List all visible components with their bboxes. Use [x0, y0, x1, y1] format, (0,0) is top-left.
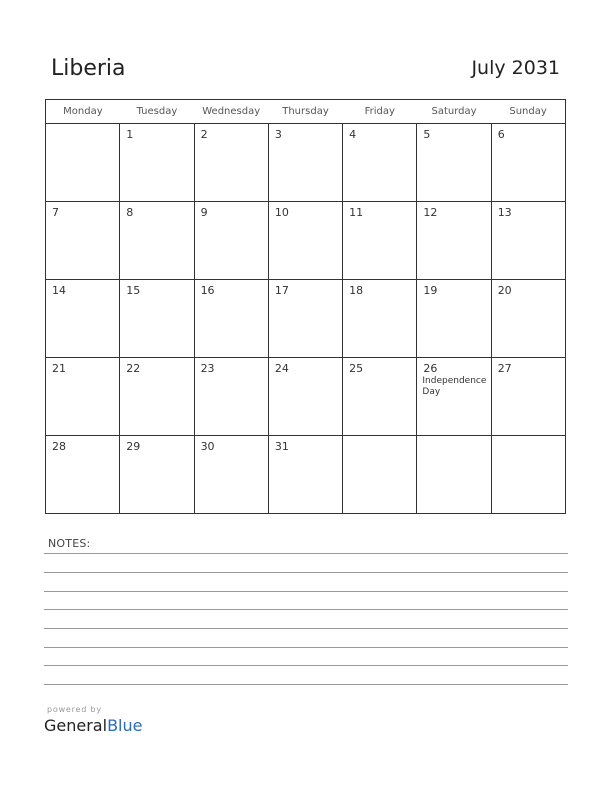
- weekday-header: Friday: [343, 100, 417, 124]
- note-line: [44, 609, 568, 610]
- week-row: [46, 202, 566, 280]
- day-number: 16: [200, 284, 215, 297]
- day-number: 10: [274, 206, 289, 219]
- weekday-header-row: [46, 100, 566, 124]
- day-number: 8: [126, 206, 134, 219]
- week-row: [46, 358, 566, 436]
- day-number: 24: [274, 362, 289, 375]
- day-number: 23: [200, 362, 215, 375]
- day-cell: [46, 202, 120, 280]
- notes-label: NOTES:: [48, 537, 91, 550]
- day-cell: [491, 436, 565, 514]
- day-number: 13: [497, 206, 512, 219]
- brand-logo-general: General: [44, 716, 108, 735]
- day-cell: [491, 124, 565, 202]
- day-number: 30: [200, 440, 215, 453]
- day-number: 31: [274, 440, 289, 453]
- week-row: [46, 280, 566, 358]
- day-number: 3: [274, 128, 282, 141]
- day-cell: [343, 124, 417, 202]
- day-cell: [46, 280, 120, 358]
- day-cell: [46, 358, 120, 436]
- day-cell: [343, 202, 417, 280]
- day-number: 15: [126, 284, 141, 297]
- day-number: 4: [349, 128, 357, 141]
- note-line: [44, 572, 568, 573]
- day-number: 2: [200, 128, 208, 141]
- day-number: 12: [423, 206, 438, 219]
- note-line: [44, 553, 568, 554]
- weekday-header: Wednesday: [194, 100, 268, 124]
- day-number: 28: [52, 440, 66, 453]
- day-number: 5: [423, 128, 431, 141]
- day-cell: [194, 358, 268, 436]
- day-cell: [194, 280, 268, 358]
- day-cell: [268, 202, 342, 280]
- note-line: [44, 665, 568, 666]
- calendar-grid: [45, 99, 566, 514]
- day-cell: [46, 436, 120, 514]
- day-cell: [417, 124, 491, 202]
- day-cell: [417, 202, 491, 280]
- holiday-label: Independence Day: [422, 376, 487, 397]
- day-number: 11: [349, 206, 364, 219]
- day-cell: [343, 358, 417, 436]
- week-row: [46, 436, 566, 514]
- weekday-header: Monday: [46, 100, 120, 124]
- day-cell: [120, 202, 194, 280]
- day-number: 22: [126, 362, 141, 375]
- day-cell: [417, 280, 491, 358]
- day-cell: [491, 358, 565, 436]
- day-cell: [268, 436, 342, 514]
- day-number: 1: [126, 128, 134, 141]
- day-number: 7: [52, 206, 59, 219]
- day-number: 14: [52, 284, 66, 297]
- note-line: [44, 647, 568, 648]
- day-cell: [268, 280, 342, 358]
- day-cell: [194, 124, 268, 202]
- day-number: 17: [274, 284, 289, 297]
- weekday-header: Tuesday: [120, 100, 194, 124]
- note-line: [44, 591, 568, 592]
- day-number: 21: [52, 362, 66, 375]
- day-number: 25: [349, 362, 364, 375]
- day-cell: [343, 436, 417, 514]
- powered-by-text: powered by: [47, 705, 102, 714]
- day-cell: [120, 436, 194, 514]
- note-line: [44, 628, 568, 629]
- day-number: 27: [497, 362, 512, 375]
- brand-logo: [44, 716, 142, 735]
- day-number: 26: [423, 362, 438, 375]
- month-year-title: July 2031: [471, 57, 560, 79]
- day-number: 20: [497, 284, 512, 297]
- day-cell: [268, 358, 342, 436]
- note-line: [44, 684, 568, 685]
- day-cell: [46, 124, 120, 202]
- day-cell: [120, 124, 194, 202]
- week-row: [46, 124, 566, 202]
- weekday-header: Thursday: [268, 100, 342, 124]
- day-number: 19: [423, 284, 438, 297]
- day-number: 29: [126, 440, 141, 453]
- day-cell: [120, 358, 194, 436]
- day-cell: [268, 124, 342, 202]
- country-title: Liberia: [51, 56, 126, 81]
- day-cell: [343, 280, 417, 358]
- day-cell: [194, 202, 268, 280]
- weekday-header: Sunday: [491, 100, 565, 124]
- day-number: 9: [200, 206, 208, 219]
- brand-logo-blue: Blue: [107, 716, 143, 735]
- day-number: 6: [497, 128, 505, 141]
- day-cell: [120, 280, 194, 358]
- day-cell: [491, 202, 565, 280]
- day-cell: [417, 358, 491, 436]
- day-number: 18: [349, 284, 364, 297]
- day-cell: [491, 280, 565, 358]
- weekday-header: Saturday: [417, 100, 491, 124]
- day-cell: [194, 436, 268, 514]
- day-cell: [417, 436, 491, 514]
